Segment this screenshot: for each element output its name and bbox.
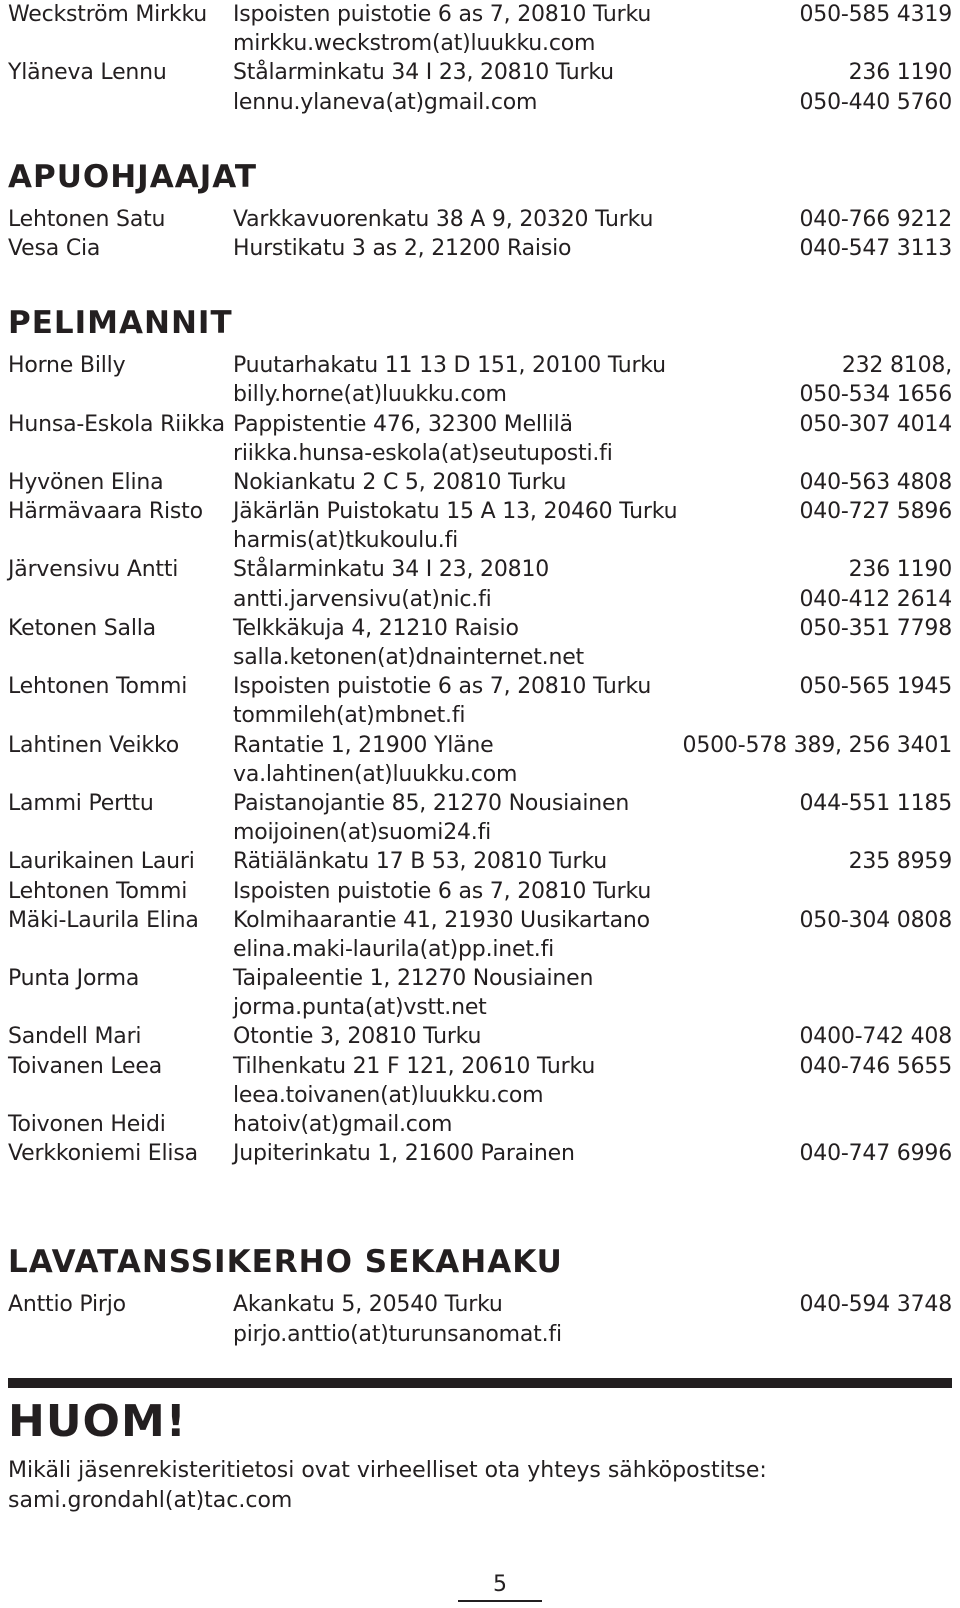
contact-address: Jäkärlän Puistokatu 15 A 13, 20460 Turku: [233, 499, 678, 525]
directory-row: [8, 526, 952, 555]
directory-row: [8, 1052, 952, 1081]
contact-name: Laurikainen Lauri: [8, 849, 195, 875]
contact-name: Toivonen Heidi: [8, 1112, 166, 1137]
directory-row: [8, 906, 952, 935]
contact-phone: 050-534 1656: [799, 382, 952, 408]
pelimannit-entries: [8, 351, 952, 1168]
contact-address: leea.toivanen(at)luukku.com: [233, 1082, 544, 1108]
contact-name: Lahtinen Veikko: [8, 732, 179, 758]
contact-phone: 040-547 3113: [799, 235, 952, 261]
contact-address: Varkkavuorenkatu 38 A 9, 20320 Turku: [233, 206, 654, 232]
directory-row: [8, 789, 952, 818]
directory-row: [8, 731, 952, 760]
directory-row: [8, 672, 952, 701]
section-heading-pelimannit: PELIMANNIT: [8, 305, 233, 342]
contact-name: Vesa Cia: [8, 235, 101, 261]
contact-address: Puutarhakatu 11 13 D 151, 20100 Turku: [233, 353, 666, 379]
section-heading-lavatanssikerho: LAVATANSSIKERHO SEKAHAKU: [8, 1244, 563, 1281]
contact-address: Paistanojantie 85, 21270 Nousiainen: [233, 790, 630, 816]
contact-address: Nokiankatu 2 C 5, 20810 Turku: [233, 469, 567, 495]
contact-phone: 050-304 0808: [799, 907, 952, 933]
contact-phone: 044-551 1185: [799, 790, 952, 816]
directory-row: [8, 234, 952, 263]
contact-address: Stålarminkatu 34 I 23, 20810 Turku: [233, 60, 614, 86]
contact-phone: 040-766 9212: [799, 206, 952, 232]
contact-address: Rantatie 1, 21900 Yläne: [233, 732, 494, 758]
page-number: 5: [458, 1572, 542, 1602]
section-gap: [8, 1168, 952, 1228]
contact-name: Yläneva Lennu: [8, 60, 167, 86]
directory-row: [8, 585, 952, 614]
contact-name: Lehtonen Tommi: [8, 878, 188, 904]
directory-row: [8, 818, 952, 847]
directory-row: [8, 964, 952, 993]
contact-address: Stålarminkatu 34 I 23, 20810: [233, 557, 550, 583]
contact-phone: 050-565 1945: [799, 674, 952, 700]
contact-address: riikka.hunsa-eskola(at)seutuposti.fi: [233, 440, 613, 466]
contact-name: Weckström Mirkku: [8, 2, 208, 27]
contact-address: pirjo.anttio(at)turunsanomat.fi: [233, 1321, 562, 1347]
section-gap: [8, 117, 952, 143]
contact-name: Lammi Perttu: [8, 790, 154, 816]
contact-name: Järvensivu Antti: [8, 557, 179, 583]
directory-row: [8, 643, 952, 672]
contact-name: Horne Billy: [8, 353, 126, 379]
directory-row: [8, 555, 952, 584]
contact-phone: 040-747 6996: [799, 1141, 952, 1167]
contact-name: Mäki-Laurila Elina: [8, 907, 199, 933]
contact-name: Hunsa-Eskola Riikka: [8, 411, 225, 437]
directory-row: [8, 614, 952, 643]
contact-address: Ispoisten puistotie 6 as 7, 20810 Turku: [233, 674, 652, 700]
contact-phone: 050-351 7798: [799, 615, 952, 641]
top-entries: [8, 0, 952, 117]
contact-name: Härmävaara Risto: [8, 499, 203, 525]
contact-phone: 236 1190: [848, 557, 952, 583]
notice-line: Mikäli jäsenrekisteritietosi ovat virheelliset ota yhteys sähköpostitse:: [8, 1458, 767, 1483]
directory-row: [8, 760, 952, 789]
contact-phone: 0400-742 408: [799, 1024, 952, 1050]
directory-row: [8, 88, 952, 117]
notice-text: [8, 1456, 767, 1516]
contact-address: harmis(at)tkukoulu.fi: [233, 528, 459, 554]
directory-row: [8, 439, 952, 468]
contact-phone: 0500-578 389, 256 3401: [682, 732, 952, 758]
lavatanssikerho-entries: [8, 1290, 952, 1348]
contact-address: Ispoisten puistotie 6 as 7, 20810 Turku: [233, 2, 652, 27]
contact-address: Jupiterinkatu 1, 21600 Parainen: [233, 1141, 575, 1167]
contact-phone: 050-307 4014: [799, 411, 952, 437]
contact-address: elina.maki-laurila(at)pp.inet.fi: [233, 936, 555, 962]
section-gap: [8, 263, 952, 289]
contact-name: Toivanen Leea: [8, 1053, 163, 1079]
directory-row: [8, 205, 952, 234]
contact-name: Verkkoniemi Elisa: [8, 1141, 198, 1167]
directory-row: [8, 497, 952, 526]
contact-address: tommileh(at)mbnet.fi: [233, 703, 466, 729]
directory-row: [8, 1022, 952, 1051]
directory-row: [8, 1290, 952, 1319]
contact-phone: 050-585 4319: [799, 2, 952, 27]
contact-address: billy.horne(at)luukku.com: [233, 382, 507, 408]
contact-name: Hyvönen Elina: [8, 469, 164, 495]
directory-row: [8, 1320, 952, 1349]
directory-content: [8, 0, 952, 1349]
contact-name: Lehtonen Satu: [8, 206, 166, 232]
contact-address: Hurstikatu 3 as 2, 21200 Raisio: [233, 235, 572, 261]
directory-row: [8, 877, 952, 906]
apuohjaajat-entries: [8, 205, 952, 263]
directory-row: [8, 1139, 952, 1168]
divider-rule: [8, 1378, 952, 1388]
contact-address: mirkku.weckstrom(at)luukku.com: [233, 31, 596, 57]
contact-address: moijoinen(at)suomi24.fi: [233, 820, 492, 846]
directory-row: [8, 1110, 952, 1139]
contact-address: Akankatu 5, 20540 Turku: [233, 1292, 503, 1318]
contact-phone: 040-594 3748: [799, 1292, 952, 1318]
contact-address: Rätiälänkatu 17 B 53, 20810 Turku: [233, 849, 607, 875]
contact-phone: 235 8959: [848, 849, 952, 875]
contact-phone: 040-563 4808: [799, 469, 952, 495]
contact-phone: 040-412 2614: [799, 586, 952, 612]
notice-heading: HUOM!: [8, 1396, 187, 1447]
contact-address: Ispoisten puistotie 6 as 7, 20810 Turku: [233, 878, 652, 904]
notice-email: sami.grondahl(at)tac.com: [8, 1488, 293, 1513]
directory-row: [8, 410, 952, 439]
contact-address: Tilhenkatu 21 F 121, 20610 Turku: [233, 1053, 596, 1079]
contact-address: salla.ketonen(at)dnainternet.net: [233, 645, 584, 670]
contact-phone: 236 1190: [848, 60, 952, 86]
contact-name: Ketonen Salla: [8, 615, 156, 641]
directory-row: [8, 847, 952, 876]
contact-address: hatoiv(at)gmail.com: [233, 1112, 453, 1137]
directory-row: [8, 1081, 952, 1110]
directory-row: [8, 351, 952, 380]
contact-address: Telkkäkuja 4, 21210 Raisio: [233, 615, 519, 641]
directory-row: [8, 0, 952, 29]
contact-address: va.lahtinen(at)luukku.com: [233, 761, 518, 787]
contact-address: Pappistentie 476, 32300 Mellilä: [233, 411, 573, 437]
directory-row: [8, 468, 952, 497]
directory-row: [8, 935, 952, 964]
contact-address: antti.jarvensivu(at)nic.fi: [233, 586, 492, 612]
contact-address: Otontie 3, 20810 Turku: [233, 1024, 482, 1050]
contact-name: Anttio Pirjo: [8, 1292, 126, 1318]
contact-phone: 232 8108,: [841, 353, 952, 379]
contact-name: Punta Jorma: [8, 966, 140, 992]
contact-address: lennu.ylaneva(at)gmail.com: [233, 89, 538, 115]
directory-row: [8, 993, 952, 1022]
contact-phone: 040-727 5896: [799, 499, 952, 525]
directory-row: [8, 29, 952, 58]
directory-row: [8, 380, 952, 409]
section-heading-apuohjaajat: APUOHJAAJAT: [8, 158, 257, 195]
contact-phone: 040-746 5655: [799, 1053, 952, 1079]
directory-row: [8, 701, 952, 730]
contact-address: Kolmihaarantie 41, 21930 Uusikartano: [233, 907, 650, 933]
contact-name: Sandell Mari: [8, 1024, 142, 1050]
contact-name: Lehtonen Tommi: [8, 674, 188, 700]
contact-address: jorma.punta(at)vstt.net: [233, 995, 487, 1021]
directory-row: [8, 58, 952, 87]
contact-address: Taipaleentie 1, 21270 Nousiainen: [233, 966, 594, 992]
contact-phone: 050-440 5760: [799, 89, 952, 115]
